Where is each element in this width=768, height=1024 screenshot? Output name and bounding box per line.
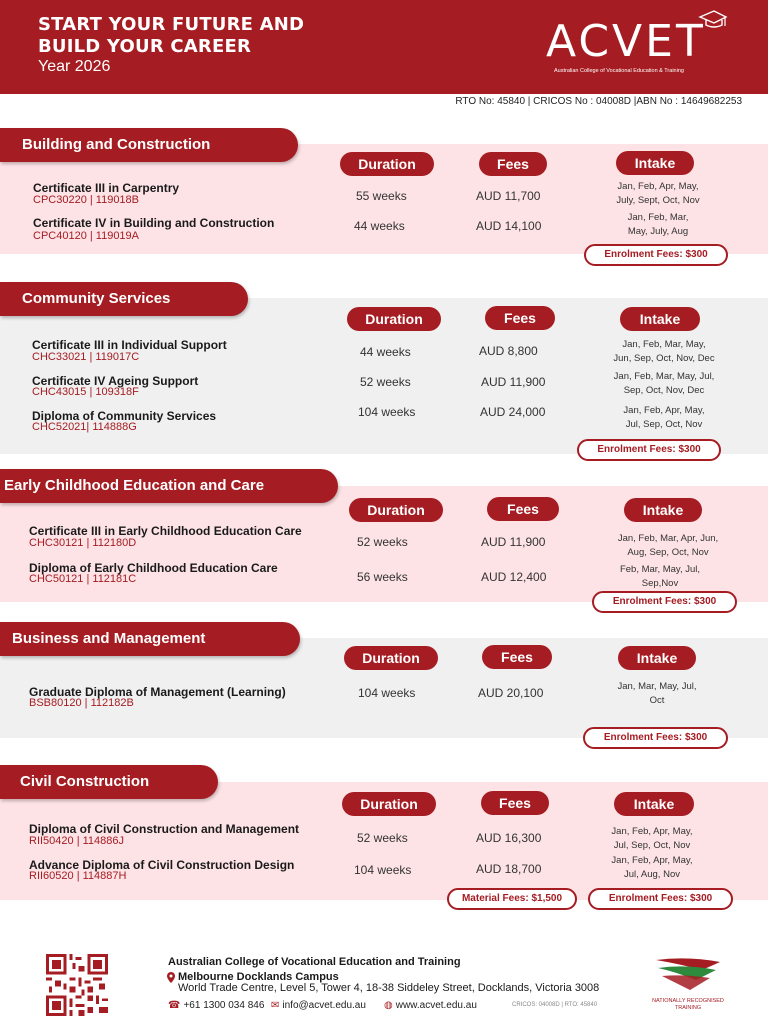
qr-code-icon[interactable]: [46, 954, 108, 1016]
headline-line-2: BUILD YOUR CAREER: [38, 36, 252, 57]
course-intake: [592, 825, 712, 853]
footer-phone[interactable]: [168, 1000, 264, 1011]
course-duration: 104 weeks: [354, 863, 412, 877]
intake-line: Feb, Mar, May, Jul,: [619, 564, 701, 575]
course-name: Certificate III in Early Childhood Education Care: [29, 524, 302, 538]
course-fees: AUD 8,800: [479, 344, 538, 358]
course-code: CPC30220 | 119018B: [33, 194, 140, 206]
email-text: info@acvet.edu.au: [282, 1000, 366, 1011]
intake-line: Jan, Feb, Apr, May,: [611, 855, 693, 866]
course-fees: AUD 12,400: [481, 570, 547, 584]
course-name: Graduate Diploma of Management (Learning): [29, 685, 286, 699]
intake-line: Jan, Feb, Mar, May, Jul,: [613, 371, 715, 382]
location-pin-icon: [167, 972, 175, 983]
course-code: CHC30121 | 112180D: [29, 537, 137, 549]
enrolment-fee-badge: Enrolment Fees: $300: [584, 244, 728, 266]
globe-icon: ◍: [384, 1000, 393, 1011]
course-code: CHC50121 | 112181C: [29, 573, 137, 585]
course-intake: [608, 532, 728, 560]
course-duration: 44 weeks: [354, 219, 405, 233]
course-code: BSB80120 | 112182B: [29, 697, 134, 709]
fees-header: Fees: [482, 645, 552, 669]
intake-line: Sep,Nov: [641, 578, 679, 589]
phone-icon: ☎: [168, 1000, 181, 1011]
course-duration: 55 weeks: [356, 189, 407, 203]
intake-line: Jan, Mar, May, Jul,: [617, 681, 697, 692]
course-intake: [604, 370, 724, 398]
footer-registration-small: CRICOS: 04008D | RTO: 45840: [512, 1002, 598, 1008]
course-intake: [604, 338, 724, 366]
course-duration: 44 weeks: [360, 345, 411, 359]
footer-campus: Melbourne Docklands Campus: [178, 971, 339, 983]
intake-header: Intake: [620, 307, 700, 331]
duration-header: Duration: [347, 307, 441, 331]
duration-header: Duration: [342, 792, 436, 816]
course-name: Diploma of Early Childhood Education Care: [29, 561, 278, 575]
header-banner: [0, 0, 768, 94]
course-fees: AUD 18,700: [476, 862, 542, 876]
course-fees: AUD 11,900: [481, 535, 546, 549]
course-intake: [592, 854, 712, 882]
duration-header: Duration: [340, 152, 434, 176]
duration-header: Duration: [349, 498, 443, 522]
course-name: Certificate IV in Building and Construction: [33, 216, 275, 230]
course-intake: [597, 680, 717, 708]
nationally-recognised-training-logo: [650, 954, 726, 1016]
course-name: Certificate IV Ageing Support: [32, 374, 199, 388]
footer-email[interactable]: [271, 1000, 366, 1011]
acvet-logo: [546, 18, 726, 82]
course-duration: 52 weeks: [360, 375, 411, 389]
headline: [38, 14, 304, 58]
fees-header: Fees: [485, 306, 555, 330]
intake-line: Aug, Sep, Oct, Nov: [627, 547, 709, 558]
section-title-business: Business and Management: [0, 622, 300, 656]
course-code: RII50420 | 114886J: [29, 835, 125, 847]
footer-address: World Trade Centre, Level 5, Tower 4, 18-38 Siddeley Street, Docklands, Victoria 3008: [178, 982, 600, 994]
graduation-cap-icon: [698, 8, 728, 32]
course-code: RII60520 | 114887H: [29, 870, 127, 882]
fees-header: Fees: [487, 497, 559, 521]
intake-line: Jul, Sep, Oct, Nov: [613, 840, 691, 851]
material-fee-badge: Material Fees: $1,500: [447, 888, 577, 910]
course-name: Certificate III in Carpentry: [33, 181, 180, 195]
course-name: Diploma of Community Services: [32, 409, 217, 423]
footer-college-name: Australian College of Vocational Education and Training: [168, 956, 461, 968]
enrolment-fee-badge: Enrolment Fees: $300: [588, 888, 733, 910]
course-name: Advance Diploma of Civil Construction Design: [29, 858, 295, 872]
course-intake: [604, 404, 724, 432]
enrolment-fee-badge: Enrolment Fees: $300: [592, 591, 737, 613]
intake-line: Jan, Feb, Apr, May,: [623, 405, 705, 416]
intake-line: Jan, Feb, Apr, May,: [611, 826, 693, 837]
duration-header: Duration: [344, 646, 438, 670]
course-duration: 104 weeks: [358, 405, 416, 419]
course-fees: AUD 14,100: [476, 219, 542, 233]
enrolment-fee-badge: Enrolment Fees: $300: [583, 727, 728, 749]
section-title-building: Building and Construction: [0, 128, 298, 162]
footer-website[interactable]: [384, 1000, 477, 1011]
footer: [0, 940, 768, 1024]
course-code: CHC33021 | 119017C: [32, 351, 140, 363]
section-title-early-childhood: Early Childhood Education and Care: [0, 469, 338, 503]
intake-header: Intake: [624, 498, 702, 522]
intake-line: May, July, Aug: [627, 226, 689, 237]
nrt-swoosh-icon: [650, 954, 726, 996]
section-title-community: Community Services: [0, 282, 248, 316]
course-duration: 52 weeks: [357, 535, 408, 549]
intake-line: Jan, Feb, Apr, May,: [617, 181, 699, 192]
headline-line-1: START YOUR FUTURE AND: [38, 14, 305, 35]
course-code: CPC40120 | 119019A: [33, 230, 140, 242]
intake-line: Jul, Aug, Nov: [624, 869, 680, 880]
nrt-line-1: NATIONALLY RECOGNISED: [652, 998, 724, 1004]
intake-line: Jan, Feb, Mar,: [627, 212, 689, 223]
course-code: CHC52021| 114888G: [32, 421, 137, 433]
intake-line: Jan, Feb, Mar, Apr, Jun,: [617, 533, 719, 544]
year-label: Year 2026: [38, 58, 111, 75]
registration-numbers: RTO No: 45840 | CRICOS No : 04008D |ABN No : 14649682253: [455, 96, 742, 107]
course-intake: [598, 180, 718, 208]
course-duration: 104 weeks: [358, 686, 416, 700]
course-intake: [600, 563, 720, 591]
intake-line: Sep, Oct, Nov, Dec: [623, 385, 705, 396]
intake-header: Intake: [618, 646, 696, 670]
course-duration: 56 weeks: [357, 570, 408, 584]
course-fees: AUD 11,900: [481, 375, 546, 389]
course-duration: 52 weeks: [357, 831, 408, 845]
course-fees: AUD 11,700: [476, 189, 541, 203]
intake-line: Jan, Feb, Mar, May,: [622, 339, 706, 350]
intake-line: Jul, Sep, Oct, Nov: [625, 419, 703, 430]
course-fees: AUD 20,100: [478, 686, 544, 700]
phone-text: +61 1300 034 846: [183, 1000, 265, 1011]
logo-wordmark: ACVET: [546, 16, 706, 67]
course-fees: AUD 16,300: [476, 831, 542, 845]
intake-header: Intake: [616, 151, 694, 175]
course-fees: AUD 24,000: [480, 405, 546, 419]
fees-header: Fees: [479, 152, 547, 176]
enrolment-fee-badge: Enrolment Fees: $300: [577, 439, 721, 461]
course-intake: [598, 211, 718, 239]
email-icon: ✉: [271, 1000, 280, 1011]
course-name: Certificate III in Individual Support: [32, 338, 227, 352]
intake-line: Jun, Sep, Oct, Nov, Dec: [613, 353, 715, 364]
intake-line: Oct: [649, 695, 665, 706]
fees-header: Fees: [481, 791, 549, 815]
intake-line: July, Sept, Oct, Nov: [616, 195, 700, 206]
course-code: CHC43015 | 109318F: [32, 386, 139, 398]
section-title-civil: Civil Construction: [0, 765, 218, 799]
nrt-line-2: TRAINING: [674, 1005, 702, 1011]
course-name: Diploma of Civil Construction and Management: [29, 822, 300, 836]
intake-header: Intake: [614, 792, 694, 816]
logo-subtitle: Australian College of Vocational Education & Training: [554, 68, 684, 74]
website-text: www.acvet.edu.au: [395, 1000, 477, 1011]
